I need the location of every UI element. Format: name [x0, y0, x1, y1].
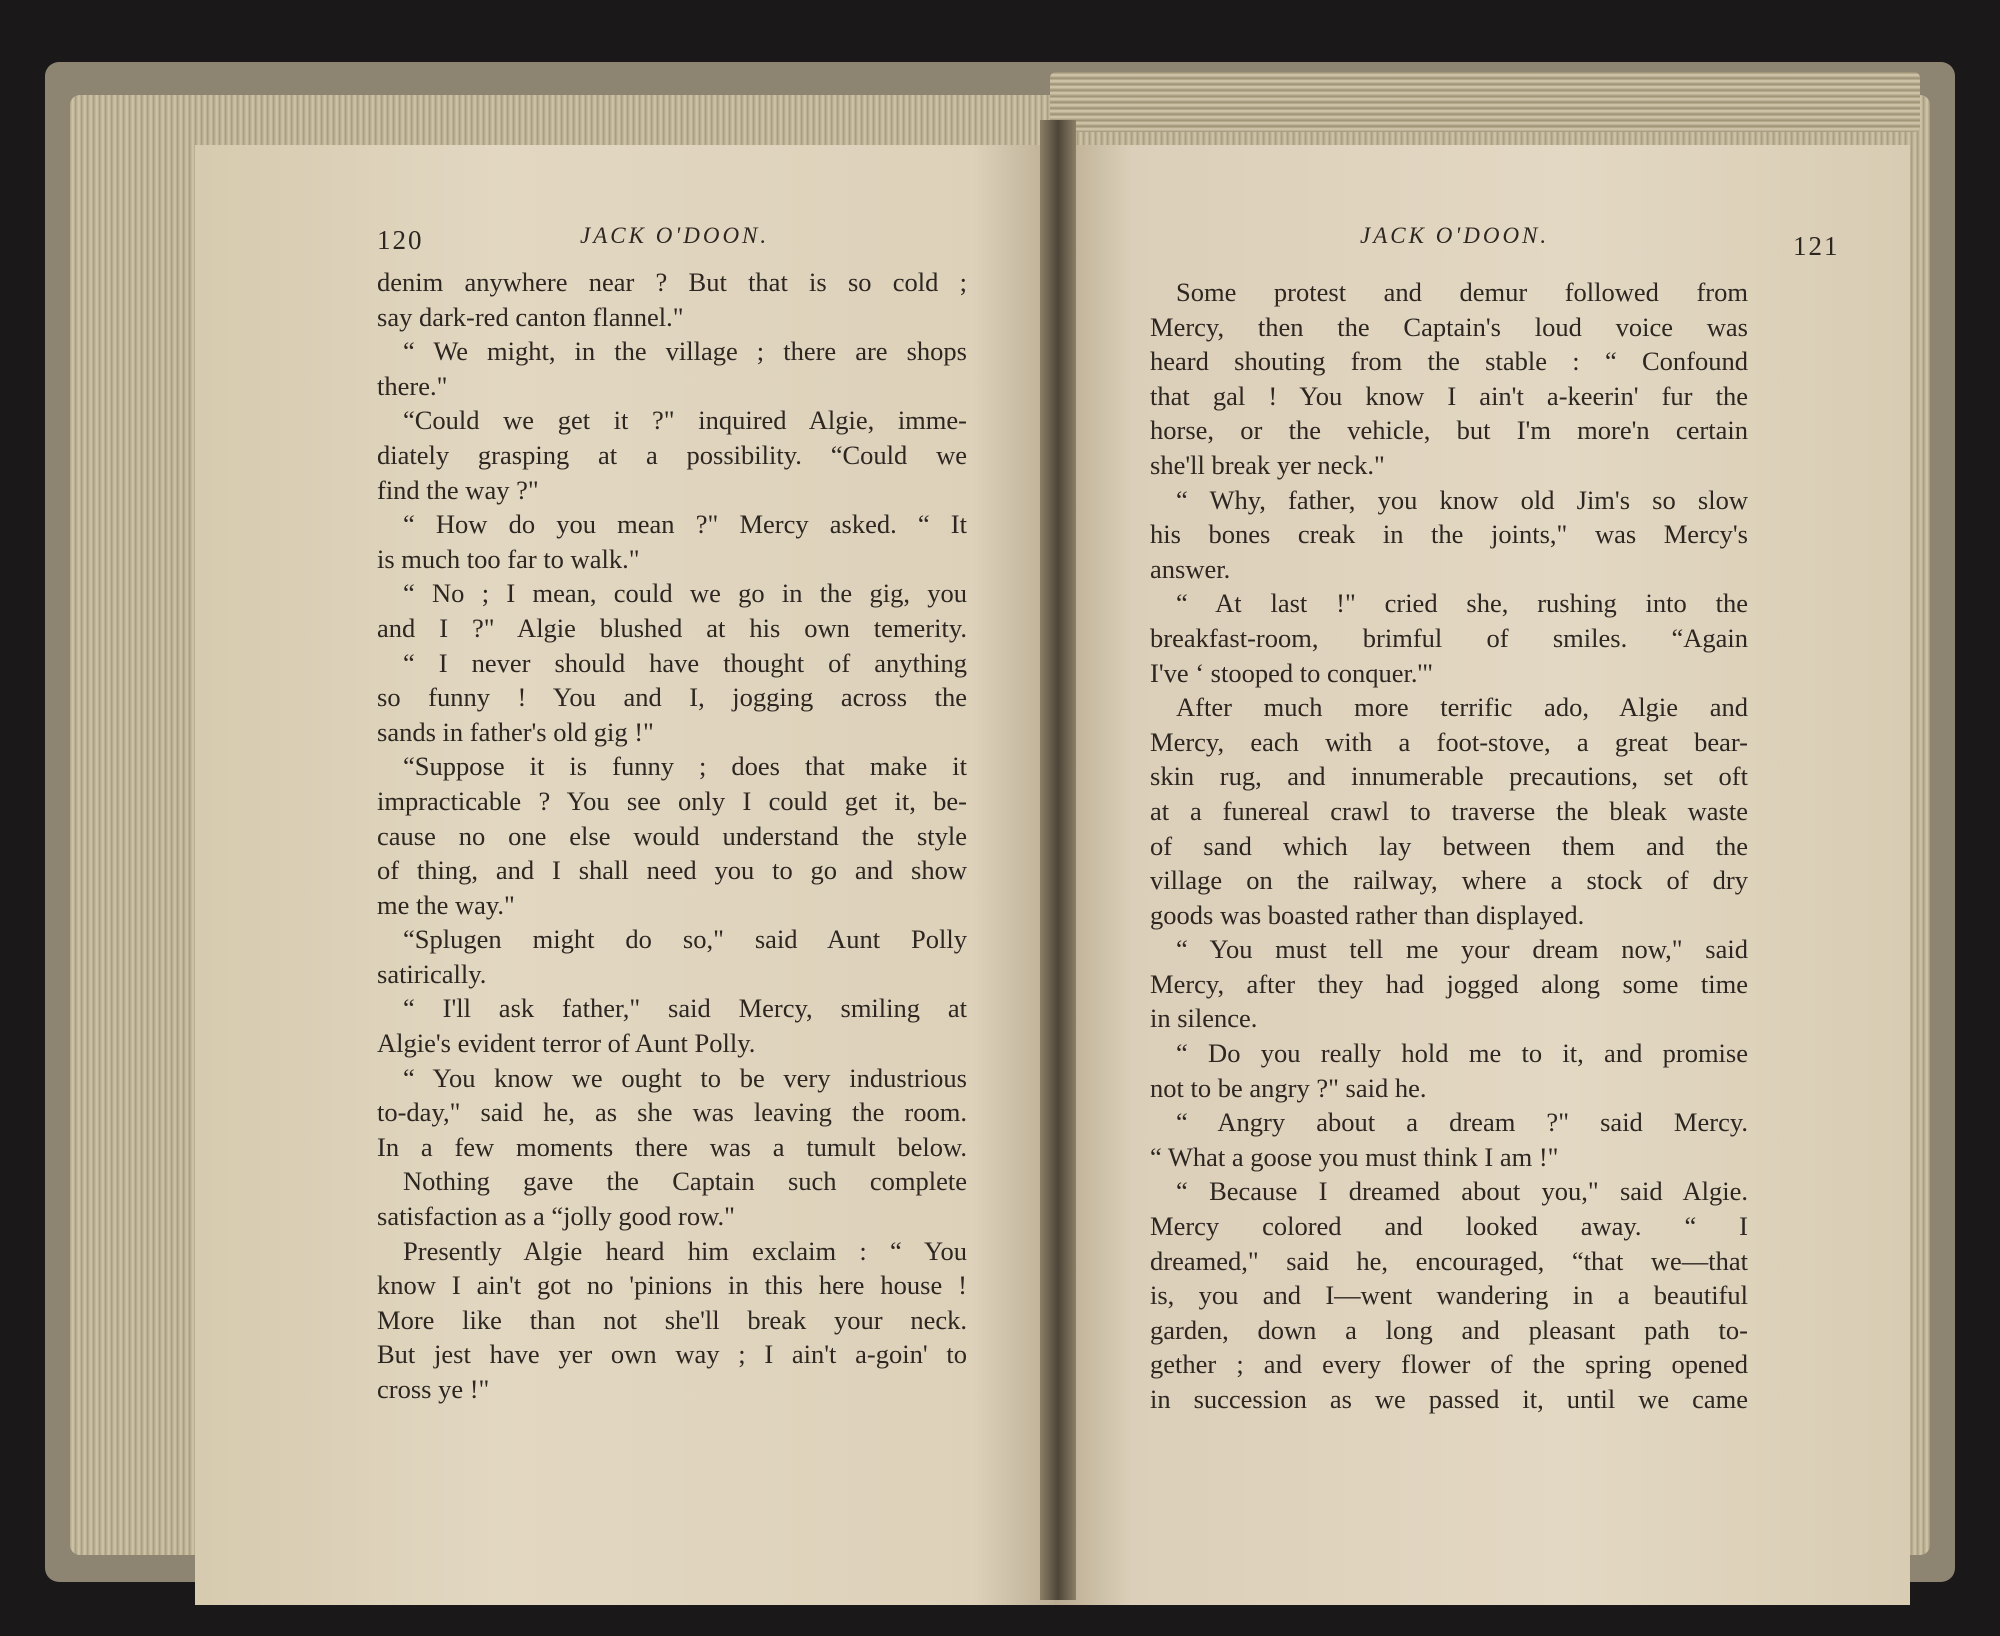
top-page-edges [1050, 72, 1920, 132]
text-line: I've ‘ stooped to conquer.'" [1150, 657, 1434, 688]
text-line: horse, or the vehicle, but I'm more'n certain [1150, 415, 1748, 446]
text-line: impracticable ? You see only I could get it, be- [377, 785, 967, 816]
text-line: me the way." [377, 889, 515, 920]
left-page [195, 145, 1060, 1605]
text-line: satirically. [377, 958, 487, 989]
text-line: of thing, and I shall need you to go and show [377, 855, 967, 886]
text-line: “ What a goose you must think I am !" [1150, 1141, 1559, 1172]
text-line: of sand which lay between them and the [1150, 830, 1748, 861]
text-line: gether ; and every flower of the spring opened [1150, 1349, 1748, 1380]
text-line: “ At last !" cried she, rushing into the [1176, 588, 1748, 619]
text-line: skin rug, and innumerable precautions, set oft [1150, 761, 1748, 792]
text-line: After much more terrific ado, Algie and [1176, 692, 1748, 723]
text-line: But jest have yer own way ; I ain't a-goin' to [377, 1339, 967, 1370]
left-page-text [377, 265, 967, 1407]
text-line: is much too far to walk." [377, 543, 640, 574]
text-line: sands in father's old gig !" [377, 716, 654, 747]
right-page [1055, 145, 1910, 1605]
text-line: not to be angry ?" said he. [1150, 1072, 1427, 1103]
text-line: cross ye !" [377, 1374, 490, 1404]
right-running-title: JACK O'DOON. [1360, 223, 1550, 248]
text-line: “ You know we ought to be very industrious [403, 1062, 967, 1093]
text-line: cause no one else would understand the style [377, 820, 967, 851]
text-line: More like than not she'll break your neck. [377, 1304, 967, 1335]
text-line: diately grasping at a possibility. “Could we [377, 439, 967, 470]
text-line: and I ?" Algie blushed at his own temerity. [377, 612, 967, 643]
text-line: goods was boasted rather than displayed. [1150, 899, 1585, 930]
text-line: in succession as we passed it, until we came [1150, 1384, 1748, 1414]
text-line: In a few moments there was a tumult below. [377, 1131, 967, 1162]
text-line: there." [377, 370, 448, 401]
text-line: heard shouting from the stable : “ Confound [1150, 346, 1748, 377]
text-line: denim anywhere near ? But that is so cold ; [377, 267, 967, 297]
text-line: “ No ; I mean, could we go in the gig, you [403, 578, 967, 609]
text-line: Some protest and demur followed from [1176, 277, 1748, 307]
text-line: “ Because I dreamed about you," said Algie. [1176, 1176, 1748, 1207]
text-line: “ I never should have thought of anything [403, 647, 967, 678]
text-line: to-day," said he, as she was leaving the room. [377, 1097, 967, 1128]
text-line: answer. [1150, 553, 1231, 584]
text-line: “Splugen might do so," said Aunt Polly [403, 924, 967, 955]
text-line: his bones creak in the joints," was Mercy's [1150, 519, 1748, 550]
text-line: Mercy colored and looked away. “ I [1150, 1211, 1748, 1242]
text-line: garden, down a long and pleasant path to- [1150, 1314, 1748, 1345]
text-line: so funny ! You and I, jogging across the [377, 682, 967, 713]
text-line: she'll break yer neck." [1150, 449, 1385, 480]
text-line: know I ain't got no 'pinions in this here house ! [377, 1270, 967, 1301]
text-line: “Suppose it is funny ; does that make it [403, 751, 967, 782]
text-line: “ You must tell me your dream now," said [1176, 934, 1748, 965]
text-line: “ I'll ask father," said Mercy, smiling at [403, 993, 967, 1024]
text-line: “Could we get it ?" inquired Algie, imme- [403, 405, 967, 436]
text-line: “ Do you really hold me to it, and promise [1176, 1038, 1748, 1069]
right-page-header [1055, 145, 1910, 295]
text-line: find the way ?" [377, 474, 539, 505]
text-line: Mercy, each with a foot-stove, a great bear- [1150, 726, 1748, 757]
left-running-title: JACK O'DOON. [580, 223, 770, 248]
right-page-number: 121 [1793, 231, 1840, 261]
text-line: Algie's evident terror of Aunt Polly. [377, 1028, 756, 1059]
text-line: say dark-red canton flannel." [377, 301, 684, 332]
text-line: breakfast-room, brimful of smiles. “Again [1150, 622, 1748, 653]
text-line: satisfaction as a “jolly good row." [377, 1201, 735, 1232]
text-line: in silence. [1150, 1003, 1258, 1034]
text-line: Mercy, after they had jogged along some time [1150, 968, 1748, 999]
text-line: “ How do you mean ?" Mercy asked. “ It [403, 509, 967, 540]
text-line: that gal ! You know I ain't a-keerin' fur the [1150, 380, 1748, 411]
text-line: “ We might, in the village ; there are shops [403, 336, 967, 367]
text-line: “ Why, father, you know old Jim's so slow [1176, 484, 1748, 515]
book-gutter [1040, 120, 1076, 1600]
text-line: village on the railway, where a stock of dry [1150, 865, 1748, 896]
text-line: is, you and I—went wandering in a beautiful [1150, 1280, 1748, 1311]
text-line: dreamed," said he, encouraged, “that we—that [1150, 1245, 1748, 1276]
text-line: Mercy, then the Captain's loud voice was [1150, 311, 1748, 342]
text-line: Presently Algie heard him exclaim : “ You [403, 1235, 967, 1266]
text-line: at a funereal crawl to traverse the bleak waste [1150, 795, 1748, 826]
text-line: Nothing gave the Captain such complete [403, 1166, 967, 1197]
left-page-number: 120 [377, 225, 424, 255]
right-page-text [1150, 275, 1748, 1417]
text-line: “ Angry about a dream ?" said Mercy. [1176, 1107, 1748, 1138]
